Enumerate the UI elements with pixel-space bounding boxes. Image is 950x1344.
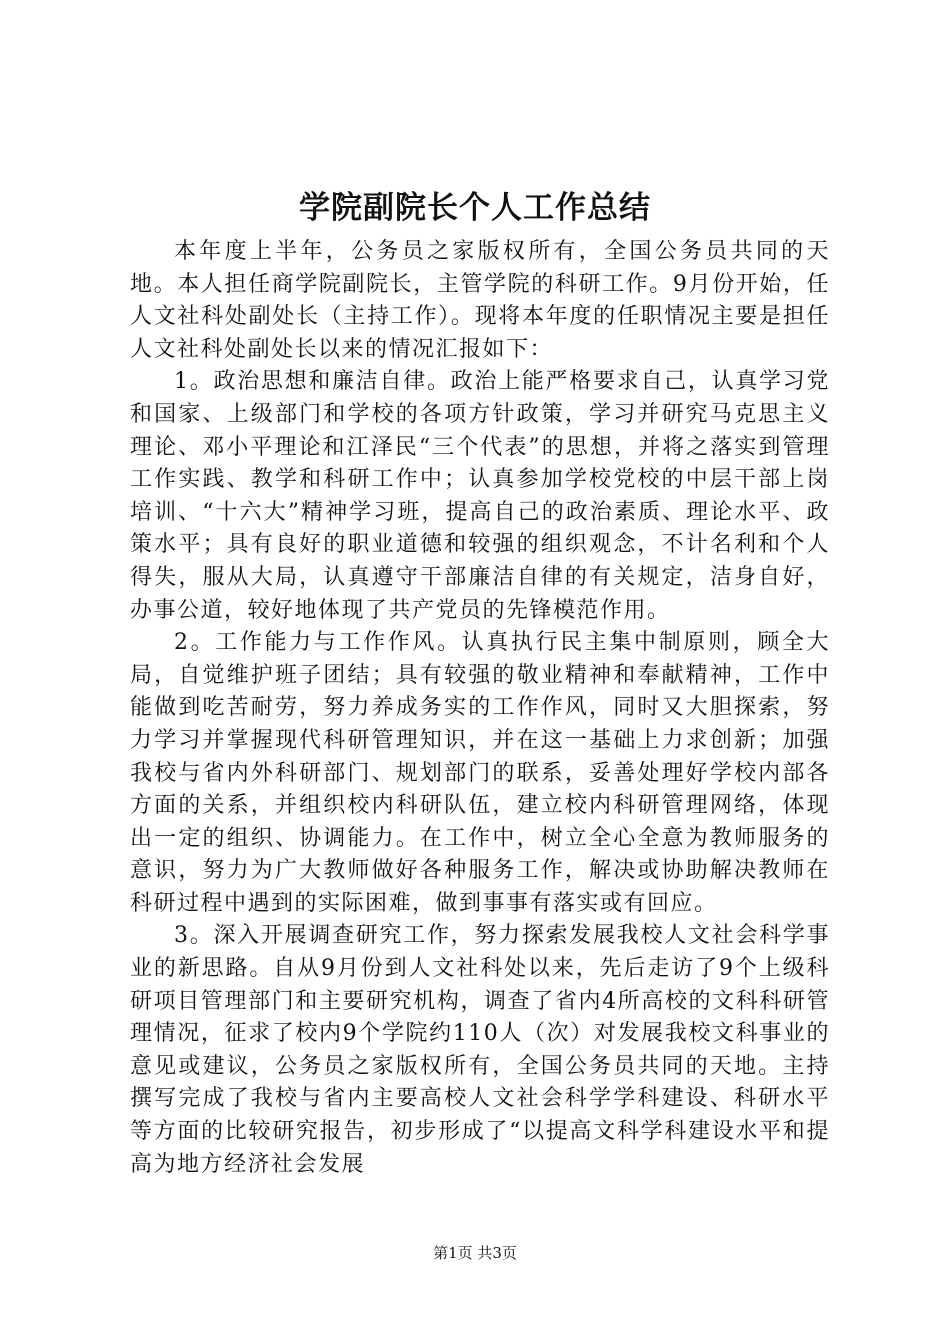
document-title: 学院副院长个人工作总结 xyxy=(299,190,651,226)
document-body xyxy=(130,236,830,1181)
paragraph-political-integrity: 1。政治思想和廉洁自律。政治上能严格要求自己，认真学习党和国家、上级部门和学校的各项方针政策，学习并研究马克思主义理论、邓小平理论和江泽民“三个代表”的思想，并将之落实到管理工作实践、教学和科研工作中；认真参加学校党校的中层干部上岗培训、“十六大”精神学习班，提高自己的政治素质、理论水平、政策水平；具有良好的职业道德和较强的组织观念，不计名利和个人得失，服从大局，认真遵守干部廉洁自律的有关规定，洁身自好，办事公道，较好地体现了共产党员的先锋模范作用。 xyxy=(130,369,830,623)
paragraph-intro: 本年度上半年，公务员之家版权所有，全国公务员共同的天地。本人担任商学院副院长，主管学院的科研工作。9月份开始，任人文社科处副处长（主持工作）。现将本年度的任职情况主要是担任人文社科处副处长以来的情况汇报如下： xyxy=(130,239,830,362)
page-total: 共3页 xyxy=(477,1244,517,1262)
paragraph-work-ability: 2。工作能力与工作作风。认真执行民主集中制原则，顾全大局，自觉维护班子团结；具有较强的敬业精神和奉献精神，工作中能做到吃苦耐劳，努力养成务实的工作作风，同时又大胆探索，努力学习并掌握现代科研管理知识，并在这一基础上力求创新；加强我校与省内外科研部门、规划部门的联系，妥善处理好学校内部各方面的关系，并组织校内科研队伍，建立校内科研管理网络，体现出一定的组织、协调能力。在工作中，树立全心全意为教师服务的意识，努力为广大教师做好各种服务工作，解决或协助解决教师在科研过程中遇到的实际困难，做到事事有落实或有回应。 xyxy=(130,630,830,916)
page-footer xyxy=(0,1241,950,1265)
page-number: 第1页 xyxy=(433,1244,473,1262)
paragraph-research-survey: 3。深入开展调查研究工作，努力探索发展我校人文社会科学事业的新思路。自从9月份到人文社科处以来，先后走访了9个上级科研项目管理部门和主要研究机构，调查了省内4所高校的文科科研管理情况，征求了校内9个学院约110人（次）对发展我校文科事业的意见或建议，公务员之家版权所有，全国公务员共同的天地。主持撰写完成了我校与省内主要高校人文社会科学学科建设、科研水平等方面的比较研究报告，初步形成了“以提高文科学科建设水平和提高为地方经济社会发展 xyxy=(130,923,830,1177)
